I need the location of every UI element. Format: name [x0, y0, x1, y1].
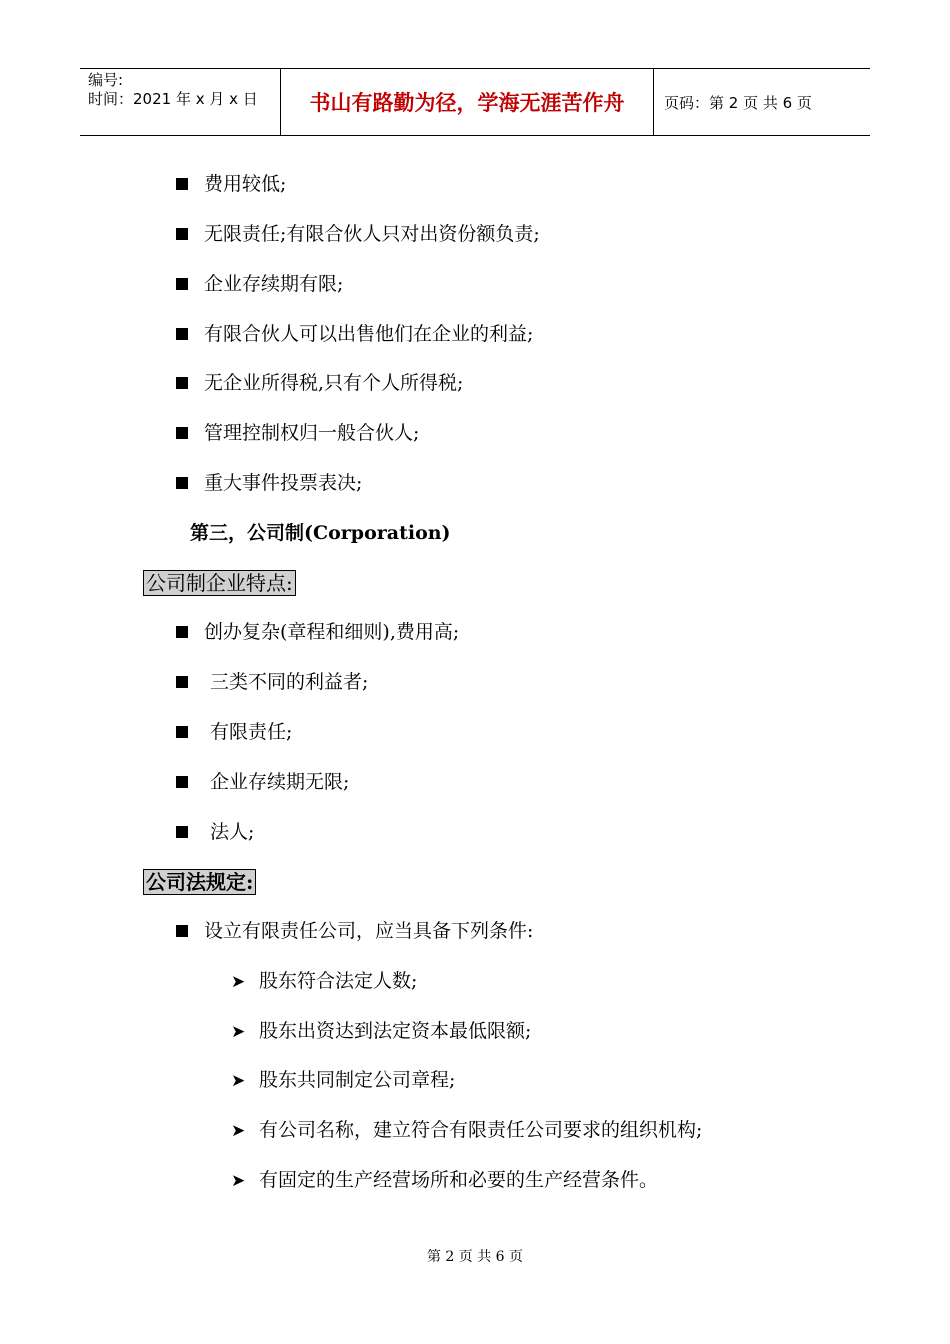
sub-list-item: ➤ 股东出资达到法定资本最低限额; — [231, 1020, 532, 1042]
sub-list-item: ➤ 股东共同制定公司章程; — [231, 1069, 456, 1091]
square-bullet-icon — [176, 228, 188, 240]
list-item: 管理控制权归一般合伙人; — [176, 421, 419, 445]
arrow-bullet-icon: ➤ — [231, 1171, 246, 1191]
header-meta — [80, 69, 281, 135]
list-item: 创办复杂(章程和细则),费用高; — [176, 620, 459, 644]
square-bullet-icon — [176, 328, 188, 340]
square-bullet-icon — [176, 626, 188, 638]
page-footer: 第 2 页 共 6 页 — [426, 1249, 524, 1265]
square-bullet-icon — [176, 377, 188, 389]
list-item: 重大事件投票表决; — [176, 471, 362, 495]
list-item: 有限合伙人可以出售他们在企业的利益; — [176, 322, 533, 346]
square-bullet-icon — [176, 178, 188, 190]
list-item: 企业存续期有限; — [176, 272, 343, 296]
list-item: 无企业所得税,只有个人所得税; — [176, 371, 463, 395]
list-item: 设立有限责任公司，应当具备下列条件: — [176, 919, 533, 943]
header-number-label: 编号: — [88, 71, 124, 89]
sub-list-item: ➤ 有公司名称，建立符合有限责任公司要求的组织机构; — [231, 1119, 703, 1141]
square-bullet-icon — [176, 925, 188, 937]
header-date-label: 时间：2021 年 x 月 x 日 — [88, 90, 258, 108]
sub-list-item: ➤ 股东符合法定人数; — [231, 970, 418, 992]
list-item: 有限责任; — [176, 720, 292, 744]
arrow-bullet-icon: ➤ — [231, 972, 246, 992]
arrow-bullet-icon: ➤ — [231, 1121, 246, 1141]
list-item: 无限责任;有限合伙人只对出资份额负责; — [176, 222, 540, 246]
square-bullet-icon — [176, 676, 188, 688]
list-item: 费用较低; — [176, 172, 286, 196]
sub-list-item: ➤ 有固定的生产经营场所和必要的生产经营条件。 — [231, 1169, 659, 1191]
list-item: 三类不同的利益者; — [176, 670, 368, 694]
corp-features-title: 公司制企业特点: — [143, 570, 296, 596]
page-header — [80, 68, 870, 136]
square-bullet-icon — [176, 726, 188, 738]
square-bullet-icon — [176, 477, 188, 489]
square-bullet-icon — [176, 427, 188, 439]
square-bullet-icon — [176, 776, 188, 788]
list-item: 企业存续期无限; — [176, 770, 349, 794]
square-bullet-icon — [176, 278, 188, 290]
header-page-info: 页码：第 2 页 共 6 页 — [664, 93, 812, 112]
list-item: 法人; — [176, 820, 254, 844]
arrow-bullet-icon: ➤ — [231, 1022, 246, 1042]
section-heading: 第三，公司制(Corporation) — [190, 522, 451, 544]
law-title: 公司法规定: — [143, 869, 256, 895]
header-motto: 书山有路勤为径，学海无涯苦作舟 — [281, 69, 654, 135]
square-bullet-icon — [176, 826, 188, 838]
arrow-bullet-icon: ➤ — [231, 1071, 246, 1091]
